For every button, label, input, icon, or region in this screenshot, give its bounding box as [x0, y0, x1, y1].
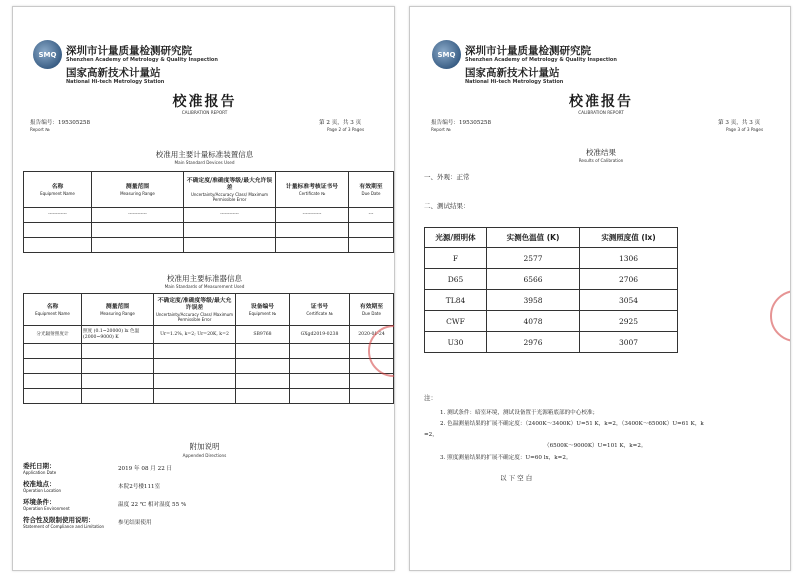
table-header-row [24, 294, 394, 326]
report-page-2 [12, 6, 395, 571]
table-cell: 照度 (0.1~20000) lx 色温 (2000~9000) K [82, 326, 154, 344]
table-cell [24, 238, 92, 253]
report-number [431, 118, 491, 126]
report-title-en: CALIBRATION REPORT [181, 110, 228, 115]
appended-title-en: Appended Directions [182, 453, 227, 458]
table-row [24, 389, 394, 404]
appearance-item: 一、外观：正常 [424, 173, 470, 181]
table-cell: 2020-01-24 [350, 326, 394, 344]
report-title: 校准报告 [569, 94, 633, 110]
table-row [24, 344, 394, 359]
application-date: 2019 年 08 月 22 日 [118, 466, 173, 472]
table-cell [154, 344, 236, 359]
header-cell: 有效期至 Due Date [349, 172, 394, 208]
results-table [424, 227, 678, 353]
table-cell [24, 223, 92, 238]
illuminance-cell: 3007 [580, 332, 678, 353]
table-cell [276, 223, 349, 238]
table-cell [24, 359, 82, 374]
seal-stamp-icon [770, 290, 791, 342]
table-cell [82, 344, 154, 359]
instruments-title-en: Main Standards of Measurement Used [164, 284, 245, 289]
table-cell [290, 389, 350, 404]
header-cell: 计量标准考核证书号 Certificate № [276, 172, 349, 208]
devices-table [23, 171, 394, 253]
blank-below-marker: 以 下 空 白 [500, 474, 533, 482]
smq-logo-icon: SMQ [432, 40, 461, 69]
org-name-en: Shenzhen Academy of Metrology & Quality Inspection [66, 57, 218, 63]
appended-item-environment: 环境条件： Operation Environment [23, 498, 70, 511]
table-header-row [425, 228, 678, 248]
header-cell: 设备编号 Equipment № [236, 294, 290, 326]
results-title: 校准结果 [586, 148, 616, 157]
table-cell [236, 359, 290, 374]
table-row [24, 238, 394, 253]
table-cell [154, 389, 236, 404]
devices-title: 校准用主要计量标准装置信息 [155, 150, 254, 159]
table-cell: GXgd2019-0238 [290, 326, 350, 344]
operation-location: 本院2号楼111室 [118, 484, 161, 490]
report-number-label: 报告编号： [30, 120, 58, 126]
table-cell [92, 223, 184, 238]
table-cell [276, 238, 349, 253]
header-cell: 有效期至 Due Date [350, 294, 394, 326]
results-title-en: Results of Calibration [578, 158, 624, 163]
table-cell [349, 238, 394, 253]
note-2: 2. 色温测量结果的扩展不确定度：（2400K～3400K）U=51 K，k=2，（3400K～6500K）U=61 K，k [440, 421, 704, 427]
color-temperature-cell: 3958 [487, 290, 580, 311]
table-row [425, 311, 678, 332]
light-source-cell: U30 [425, 332, 487, 353]
table-cell: ------------ [92, 208, 184, 223]
org-name-cn: 深圳市计量质量检测研究院 [465, 45, 591, 57]
header-cell: 名称 Equipment Name [24, 294, 82, 326]
header-cell: 名称 Equipment Name [24, 172, 92, 208]
page-indicator: 第 2 页，共 3 页 [319, 120, 362, 126]
report-title-en: CALIBRATION REPORT [578, 110, 624, 115]
appended-title: 附加说明 [189, 442, 220, 451]
note-2-range: （6500K～9000K）U=101 K，k=2。 [544, 443, 647, 449]
table-cell [290, 344, 350, 359]
illuminance-cell: 1306 [580, 248, 678, 269]
table-cell: ------------ [24, 208, 92, 223]
note-1: 1. 测试条件：暗室环境，测试设备置于光源箱底部的中心校准； [440, 410, 599, 416]
instruments-table [23, 293, 394, 404]
table-cell: 分光辐射照度计 [24, 326, 82, 344]
test-results-item: 二、测试结果： [424, 202, 470, 210]
table-header-row [24, 172, 394, 208]
page-indicator-en: Page 2 of 3 Pages [327, 127, 365, 132]
table-cell [236, 374, 290, 389]
table-row [425, 269, 678, 290]
table-cell: Ur=1.2%, k=2; Ur=20K, k=2 [154, 326, 236, 344]
table-row [24, 223, 394, 238]
table-cell [236, 344, 290, 359]
table-row [24, 326, 394, 344]
illuminance-cell: 2925 [580, 311, 678, 332]
color-temperature-cell: 6566 [487, 269, 580, 290]
instruments-title: 校准用主要标准器信息 [167, 274, 242, 283]
operation-environment: 温度 22 ℃ 相对湿度 55 % [118, 502, 187, 508]
org-name-cn: 深圳市计量质量检测研究院 [66, 45, 192, 57]
table-cell: ------------ [184, 208, 276, 223]
station-name-cn: 国家高新技术计量站 [465, 67, 560, 79]
page-indicator-en: Page 3 of 3 Pages [726, 127, 764, 132]
light-source-cell: TL84 [425, 290, 487, 311]
report-number-value: 195305258 [57, 120, 91, 126]
table-cell: --- [349, 208, 394, 223]
table-cell: SB9768 [236, 326, 290, 344]
table-cell [24, 389, 82, 404]
station-name-en: National Hi-tech Metrology Station [465, 79, 564, 85]
org-name-en: Shenzhen Academy of Metrology & Quality Inspection [465, 57, 617, 63]
table-row [425, 332, 678, 353]
table-row [24, 208, 394, 223]
notes-label: 注： [424, 394, 437, 402]
header-cell: 光源/照明体 [425, 228, 487, 248]
smq-logo-icon: SMQ [33, 40, 62, 69]
table-cell [184, 238, 276, 253]
table-row [425, 248, 678, 269]
table-cell [236, 389, 290, 404]
header-cell: 不确定度/准确度等级/最大允许误差 Uncertainty/Accuracy Class/ Maximum Permissible Error [184, 172, 276, 208]
light-source-cell: F [425, 248, 487, 269]
report-page-3 [409, 6, 791, 571]
report-number [30, 118, 90, 126]
light-source-cell: CWF [425, 311, 487, 332]
header-cell: 证书号 Certificate № [290, 294, 350, 326]
station-name-cn: 国家高新技术计量站 [66, 67, 161, 79]
table-cell [24, 374, 82, 389]
table-cell [350, 389, 394, 404]
illuminance-cell: 3054 [580, 290, 678, 311]
compliance-statement: 参见结果使用 [118, 520, 152, 526]
table-cell [290, 359, 350, 374]
color-temperature-cell: 2976 [487, 332, 580, 353]
table-row [425, 290, 678, 311]
table-cell [82, 359, 154, 374]
station-name-en: National Hi-tech Metrology Station [66, 79, 165, 85]
table-cell [92, 238, 184, 253]
table-cell [82, 389, 154, 404]
table-row [24, 374, 394, 389]
report-title: 校准报告 [172, 94, 237, 110]
page-indicator: 第 3 页，共 3 页 [718, 120, 761, 126]
color-temperature-cell: 4078 [487, 311, 580, 332]
appended-item-location: 校准地点： Operation Location [23, 480, 62, 493]
devices-title-en: Main Standard Devices Used [174, 160, 235, 165]
table-cell [290, 374, 350, 389]
table-cell: ------------ [276, 208, 349, 223]
header-cell: 实测照度值 (lx) [580, 228, 678, 248]
report-number-value: 195305258 [458, 120, 492, 126]
report-number-en: Report № [431, 127, 451, 132]
appended-item-compliance: 符合性及限制使用说明： Statement of Compliance and Limitation [23, 516, 105, 529]
note-2-continued: =2， [424, 432, 438, 438]
illuminance-cell: 2706 [580, 269, 678, 290]
header-cell: 实测色温值 (K) [487, 228, 580, 248]
table-cell [154, 374, 236, 389]
header-cell: 不确定度/准确度等级/最大允许误差 Uncertainty/Accuracy Class/ Maximum Permissible Error [154, 294, 236, 326]
table-cell [82, 374, 154, 389]
report-number-label: 报告编号： [431, 120, 459, 126]
table-cell [349, 223, 394, 238]
report-number-en: Report № [30, 127, 50, 132]
light-source-cell: D65 [425, 269, 487, 290]
color-temperature-cell: 2577 [487, 248, 580, 269]
table-cell [184, 223, 276, 238]
header-cell: 测量范围 Measuring Range [82, 294, 154, 326]
note-3: 3. 照度测量结果的扩展不确定度：U=60 lx，k=2。 [440, 455, 572, 461]
table-cell [24, 344, 82, 359]
table-cell [154, 359, 236, 374]
appended-item-date: 委托日期： Application Date [23, 462, 57, 475]
table-row [24, 359, 394, 374]
header-cell: 测量范围 Measuring Range [92, 172, 184, 208]
